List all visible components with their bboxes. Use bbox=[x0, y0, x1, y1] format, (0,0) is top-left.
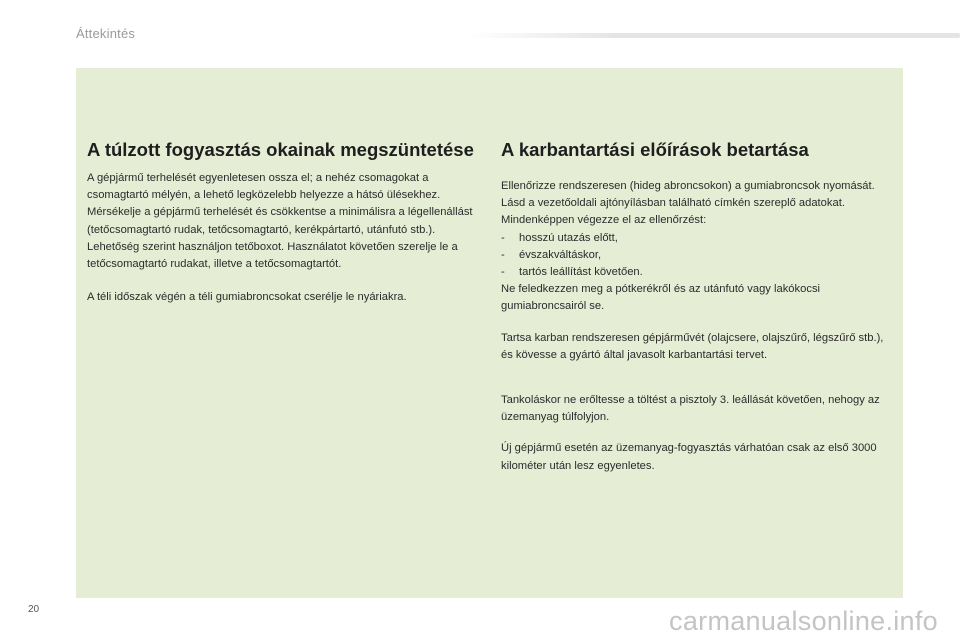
page-number: 20 bbox=[28, 604, 40, 615]
list-item: - tartós leállítást követően. bbox=[501, 266, 643, 279]
left-column bbox=[87, 140, 485, 306]
right-column bbox=[501, 140, 896, 475]
left-paragraph-2: A téli időszak végén a téli gumiabroncsokat cserélje le nyáriakra. bbox=[87, 291, 407, 304]
header-rule bbox=[470, 33, 960, 38]
right-intro: Ellenőrizze rendszeresen (hideg abroncsokon) a gumiabroncsok nyomását. Lásd a vezetőoldali ajtónyílásban található címkén szereplő adatokat. bbox=[501, 180, 875, 210]
right-paragraph-new-vehicle: Új gépjármű esetén az üzemanyag-fogyasztás várhatóan csak az első 3000 kilométer után lesz egyenletes. bbox=[501, 442, 877, 472]
right-paragraph-maintenance: Tartsa karban rendszeresen gépjárművét (olajcsere, olajszűrő, légszűrő stb.), és kövesse a gyártó által javasolt karbantartási tervet. bbox=[501, 331, 884, 361]
right-after-list: Ne feledkezzen meg a pótkerékről és az utánfutó vagy lakókocsi gumiabroncsairól se. bbox=[501, 283, 821, 313]
watermark-text: carmanualsonline.info bbox=[669, 606, 938, 636]
check-list bbox=[501, 230, 896, 282]
right-paragraph-refuel: Tankoláskor ne erőltesse a töltést a pisztoly 3. leállását követően, nehogy az üzemanyag túlfolyjon. bbox=[501, 394, 880, 424]
list-item: - hosszú utazás előtt, bbox=[501, 231, 618, 244]
list-item-text: évszakváltáskor, bbox=[519, 248, 602, 261]
section-title: Áttekintés bbox=[76, 26, 136, 41]
content-panel bbox=[76, 68, 903, 598]
right-list-intro: Mindenképpen végezze el az ellenőrzést: bbox=[501, 214, 707, 227]
list-item-text: tartós leállítást követően. bbox=[519, 266, 643, 279]
right-heading: A karbantartási előírások betartása bbox=[501, 139, 809, 160]
list-item-text: hosszú utazás előtt, bbox=[519, 231, 618, 244]
list-item: - évszakváltáskor, bbox=[501, 248, 602, 261]
left-heading: A túlzott fogyasztás okainak megszüntetése bbox=[87, 139, 474, 160]
left-paragraph-1: A gépjármű terhelését egyenletesen ossza el; a nehéz csomagokat a csomagtartó mélyén, a lehető legközelebb helyezze a hátsó ülésekhez. Mérsékelje a gépjármű terhelését és csökkentse a minimálisra a légellenállást (tetőcsomagtartó rudak, tetőcsomagtartó, kerékpártartó, utánfutó stb.). Lehetőség szerint használjon tetőboxot. Használatot követően szerelje le a tetőcsomagtartó rudakat, illetve a tetőcsomagtartót. bbox=[87, 172, 473, 271]
